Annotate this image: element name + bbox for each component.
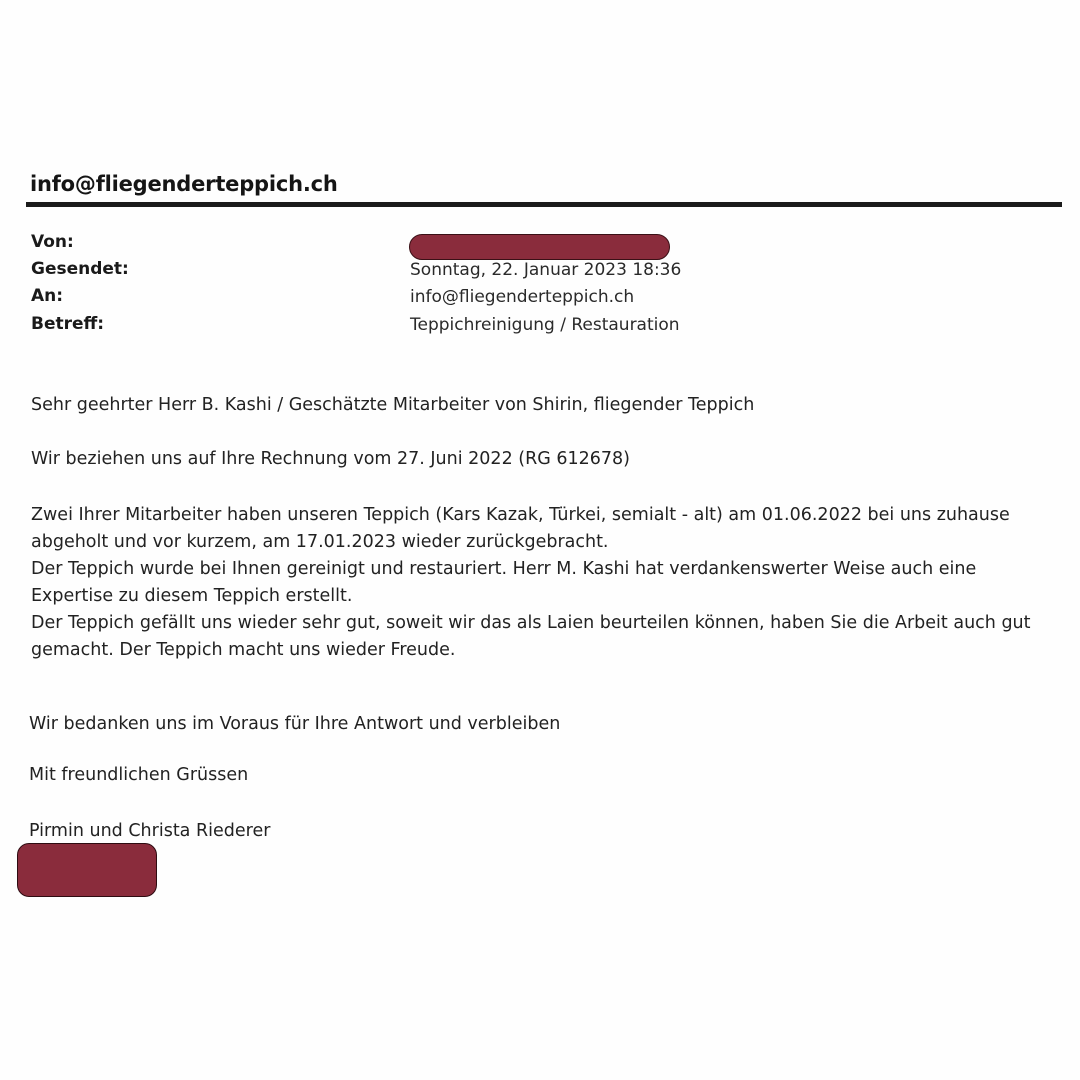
paragraph-line: Der Teppich wurde bei Ihnen gereinigt und restauriert. Herr M. Kashi hat verdankenswerter Weise auch eine [31, 559, 977, 579]
to-value: info@fliegenderteppich.ch [410, 287, 635, 307]
sent-value: Sonntag, 22. Januar 2023 18:36 [410, 260, 682, 280]
redacted-sender [409, 234, 670, 260]
paragraph-line: gemacht. Der Teppich macht uns wieder Freude. [31, 640, 456, 660]
signature-names: Pirmin und Christa Riederer [29, 821, 271, 841]
closing-line: Mit freundlichen Grüssen [29, 765, 249, 785]
from-label: Von: [31, 232, 74, 252]
paragraph-line: Der Teppich gefällt uns wieder sehr gut, soweit wir das als Laien beurteilen können, haben Sie die Arbeit auch gut [31, 613, 1031, 633]
sent-label: Gesendet: [31, 259, 129, 279]
mailbox-title: info@fliegenderteppich.ch [30, 172, 338, 196]
invoice-reference: Wir beziehen uns auf Ihre Rechnung vom 27. Juni 2022 (RG 612678) [31, 449, 631, 469]
redacted-signature [17, 843, 157, 897]
salutation: Sehr geehrter Herr B. Kashi / Geschätzte Mitarbeiter von Shirin, fliegender Teppich [31, 395, 755, 415]
title-divider [26, 202, 1062, 207]
to-label: An: [31, 286, 64, 306]
body-paragraph [31, 502, 1061, 664]
thanks-line: Wir bedanken uns im Voraus für Ihre Antwort und verbleiben [29, 714, 561, 734]
paragraph-line: Zwei Ihrer Mitarbeiter haben unseren Teppich (Kars Kazak, Türkei, semialt - alt) am 01.06.2022 bei uns zuhause [31, 505, 1010, 525]
subject-value: Teppichreinigung / Restauration [410, 315, 680, 335]
paragraph-line: abgeholt und vor kurzem, am 17.01.2023 wieder zurückgebracht. [31, 532, 609, 552]
subject-label: Betreff: [31, 314, 105, 334]
paragraph-line: Expertise zu diesem Teppich erstellt. [31, 586, 353, 606]
